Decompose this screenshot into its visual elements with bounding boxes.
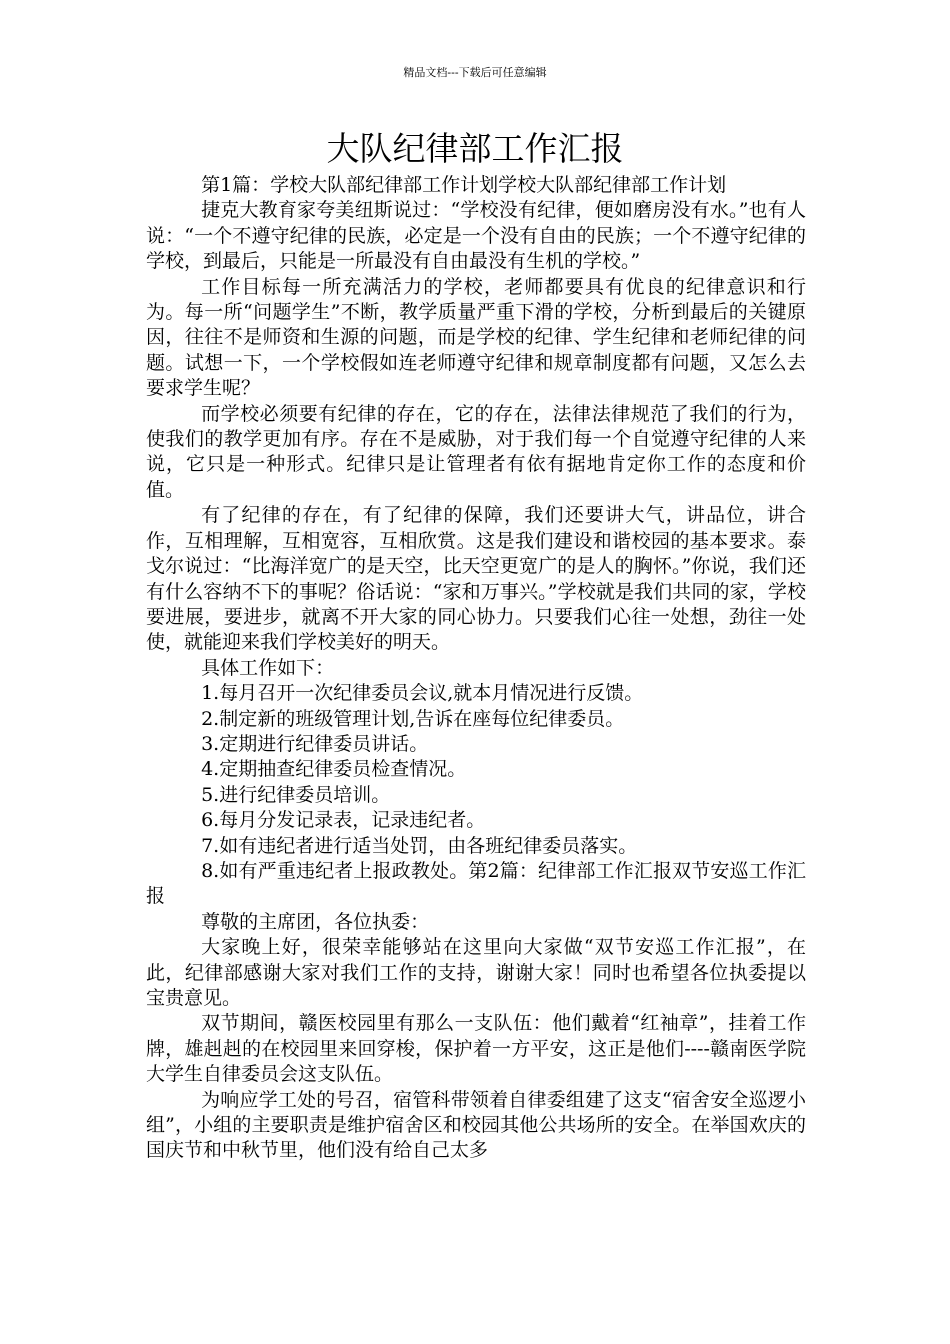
paragraph: 大家晚上好，很荣幸能够站在这里向大家做“双节安巡工作汇报”，在此，纪律部感谢大家对我们工作的支持，谢谢大家！同时也希望各位执委提以宝贵意见。 bbox=[146, 936, 806, 1009]
paragraph: 而学校必须要有纪律的存在，它的存在，法律法律规范了我们的行为，使我们的教学更加有序。存在不是威胁，对于我们每一个自觉遵守纪律的人来说，它只是一种形式。纪律只是让管理者有依有据地肯定你工作的态度和价值。 bbox=[146, 402, 806, 501]
list-item: 7.如有违纪者进行适当处罚，由各班纪律委员落实。 bbox=[201, 834, 638, 857]
page-header-note: 精品文档---下载后可任意编辑 bbox=[403, 66, 547, 79]
paragraph: 具体工作如下： bbox=[201, 656, 335, 679]
list-item: 4.定期抽查纪律委员检查情况。 bbox=[201, 758, 467, 781]
paragraph-section-1-heading: 第1篇：学校大队部纪律部工作计划学校大队部纪律部工作计划 bbox=[201, 174, 727, 196]
document-title: 大队纪律部工作汇报 bbox=[326, 129, 624, 168]
document-body bbox=[146, 173, 806, 1164]
list-item: 8.如有严重违纪者上报政教处。第2篇：纪律部工作汇报双节安巡工作汇报 bbox=[146, 859, 806, 908]
paragraph: 为响应学工处的号召，宿管科带领着自律委组建了这支“宿舍安全巡逻小组”，小组的主要职责是维护宿舍区和校园其他公共场所的安全。在举国欢庆的国庆节和中秋节里，他们没有给自己太多 bbox=[146, 1088, 806, 1162]
paragraph: 有了纪律的存在，有了纪律的保障，我们还要讲大气，讲品位，讲合作，互相理解，互相宽容，互相欣赏。这是我们建设和谐校园的基本要求。泰戈尔说过：“比海洋宽广的是天空，比天空更宽广的是人的胸怀。”你说，我们还有什么容纳不下的事呢？俗话说：“家和万事兴。”学校就是我们共同的家，学校要进展，要进步，就离不开大家的同心协力。只要我们心往一处想，劲往一处使，就能迎来我们学校美好的明天。 bbox=[146, 504, 806, 654]
list-item: 1.每月召开一次纪律委员会议,就本月情况进行反馈。 bbox=[201, 682, 644, 705]
list-item: 3.定期进行纪律委员讲话。 bbox=[201, 732, 429, 755]
list-item: 2.制定新的班级管理计划,告诉在座每位纪律委员。 bbox=[201, 707, 625, 730]
paragraph: 捷克大教育家夸美纽斯说过：“学校没有纪律，便如磨房没有水。”也有人说：“一个不遵守纪律的民族，必定是一个没有自由的民族；一个不遵守纪律的学校，到最后，只能是一所最没有自由最没有生机的学校。” bbox=[146, 199, 806, 273]
paragraph: 双节期间，赣医校园里有那么一支队伍：他们戴着“红袖章”，挂着工作牌，雄赳赳的在校园里来回穿梭，保护着一方平安，这正是他们----赣南医学院大学生自律委员会这支队伍。 bbox=[146, 1012, 806, 1086]
paragraph: 工作目标每一所充满活力的学校，老师都要具有优良的纪律意识和行为。每一所“问题学生”不断，教学质量严重下滑的学校，分析到最后的关键原因，往往不是师资和生源的问题，而是学校的纪律、学生纪律和老师纪律的问题。试想一下，一个学校假如连老师遵守纪律和规章制度都有问题，又怎么去要求学生呢？ bbox=[146, 275, 806, 400]
list-item: 6.每月分发记录表，记录违纪者。 bbox=[201, 809, 486, 832]
paragraph-salutation: 尊敬的主席团，各位执委： bbox=[201, 910, 430, 933]
list-item: 5.进行纪律委员培训。 bbox=[201, 783, 391, 806]
